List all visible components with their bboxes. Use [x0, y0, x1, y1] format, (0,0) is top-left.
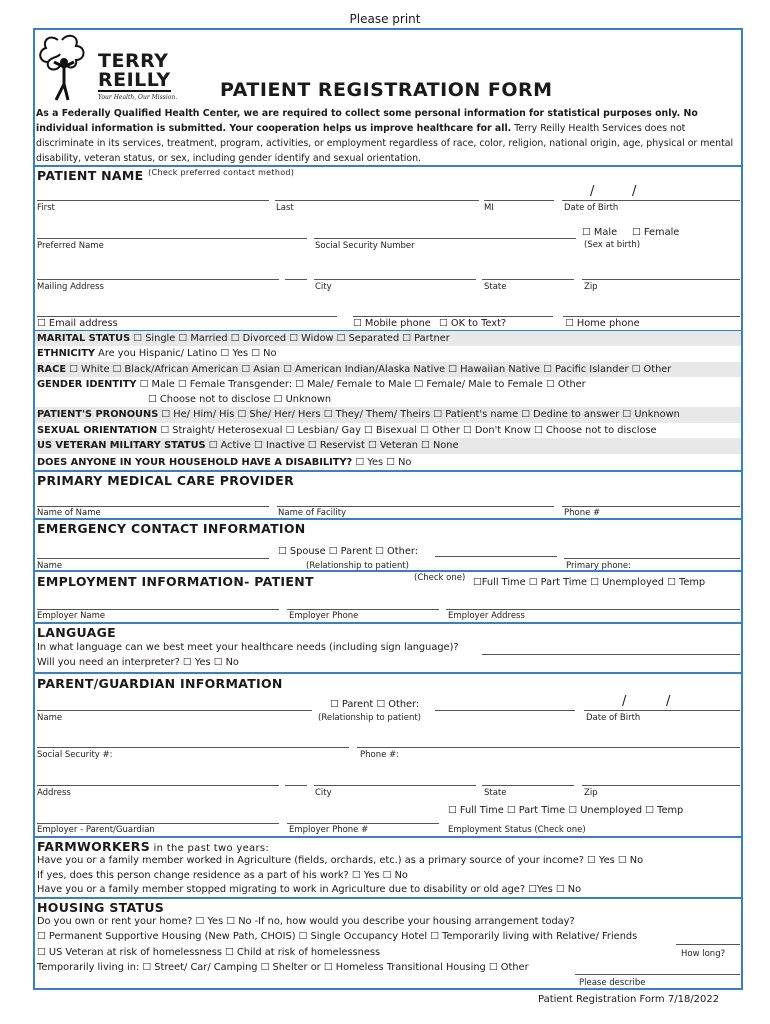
guardian-employment-status-label: Employment Status (Check one): [448, 825, 586, 835]
guardian-ssn-label: Social Security #:: [37, 750, 113, 760]
logo-wordmark: TERRY REILLY: [98, 50, 171, 91]
logo-tagline: Your Health, Our Mission.: [98, 94, 178, 101]
female-checkbox[interactable]: ☐ Female: [632, 227, 680, 238]
guardian-employer-phone-label: Employer Phone #: [289, 825, 369, 835]
divider: [35, 672, 741, 674]
page-title: PATIENT REGISTRATION FORM: [220, 79, 553, 101]
how-long-label: How long?: [681, 949, 726, 959]
employer-address-field[interactable]: [446, 609, 740, 610]
guardian-address-label: Address: [37, 788, 71, 798]
sexual-orientation-row[interactable]: SEXUAL ORIENTATION ☐ Straight/ Heterosexual ☐ Lesbian/ Gay ☐ Bisexual ☐ Other ☐ Don't Know ☐ Choose not to disclose: [37, 425, 657, 436]
guardian-relationship-options[interactable]: ☐ Parent ☐ Other:: [330, 699, 420, 710]
divider: [35, 897, 741, 899]
employment-heading: EMPLOYMENT INFORMATION- PATIENT: [37, 574, 314, 589]
housing-options-1[interactable]: ☐ Permanent Supportive Housing (New Path, CHOIS) ☐ Single Occupancy Hotel ☐ Temporarily living with Relative/ Friends: [37, 931, 638, 942]
guardian-employer-label: Employer - Parent/Guardian: [37, 825, 155, 835]
guardian-employment-options[interactable]: ☐ Full Time ☐ Part Time ☐ Unemployed ☐ Temp: [448, 805, 684, 816]
farm-question-1[interactable]: Have you or a family member worked in Agriculture (fields, orchards, etc.) as a primary source of your income? ☐ Yes ☐ No: [37, 855, 644, 866]
mi-field[interactable]: [484, 200, 554, 201]
dob-slash: /: [666, 694, 671, 709]
gender-identity-row-2[interactable]: ☐ Choose not to disclose ☐ Unknown: [148, 394, 332, 405]
zip-field[interactable]: [582, 279, 740, 280]
emergency-phone-label: Primary phone:: [566, 561, 632, 571]
dob-label: Date of Birth: [564, 203, 619, 213]
emergency-name-field[interactable]: [37, 558, 269, 559]
employer-phone-label: Employer Phone: [289, 611, 359, 621]
guardian-state-label: State: [484, 788, 507, 798]
housing-heading: HOUSING STATUS: [37, 900, 165, 915]
emergency-relationship-options[interactable]: ☐ Spouse ☐ Parent ☐ Other:: [278, 546, 418, 557]
language-field[interactable]: [482, 654, 740, 655]
guardian-city-label: City: [315, 788, 332, 798]
guardian-phone-field[interactable]: [357, 747, 740, 748]
please-print-note: Please print: [349, 12, 421, 26]
guardian-other-field[interactable]: [435, 710, 575, 711]
guardian-heading: PARENT/GUARDIAN INFORMATION: [37, 676, 283, 691]
pcp-phone-label: Phone #: [564, 508, 601, 518]
employer-name-label: Employer Name: [37, 611, 106, 621]
divider: [35, 470, 741, 472]
farmworkers-heading: FARMWORKERS in the past two years:: [37, 839, 270, 854]
pcp-name-label: Name of Name: [37, 508, 101, 518]
employment-options[interactable]: ☐Full Time ☐ Part Time ☐ Unemployed ☐ Temp: [473, 577, 706, 588]
gender-identity-row[interactable]: GENDER IDENTITY ☐ Male ☐ Female Transgender: ☐ Male/ Female to Male ☐ Female/ Male to Female ☐ Other: [37, 379, 586, 390]
guardian-employer-field[interactable]: [37, 823, 279, 824]
race-row[interactable]: RACE ☐ White ☐ Black/African American ☐ Asian ☐ American Indian/Alaska Native ☐ Hawaiian Native ☐ Pacific Islander ☐ Other: [37, 364, 672, 375]
guardian-ssn-field[interactable]: [37, 747, 349, 748]
language-question: In what language can we best meet your healthcare needs (including sign language)?: [37, 642, 459, 653]
ok-text-checkbox[interactable]: ☐ OK to Text?: [439, 318, 507, 329]
housing-describe-field[interactable]: [575, 974, 740, 975]
terry-reilly-logo: [36, 32, 181, 104]
divider: [35, 570, 741, 572]
employer-name-field[interactable]: [37, 609, 279, 610]
zip-label: Zip: [584, 282, 598, 292]
home-phone-field[interactable]: [563, 316, 740, 317]
guardian-city-field[interactable]: [314, 785, 476, 786]
pcp-heading: PRIMARY MEDICAL CARE PROVIDER: [37, 473, 295, 488]
guardian-rel-note: (Relationship to patient): [318, 713, 421, 723]
first-name-field[interactable]: [37, 200, 269, 201]
mobile-field[interactable]: [353, 316, 553, 317]
pcp-facility-field[interactable]: [277, 506, 554, 507]
veteran-status-row[interactable]: US VETERAN MILITARY STATUS ☐ Active ☐ Inactive ☐ Reservist ☐ Veteran ☐ None: [37, 440, 459, 451]
divider: [35, 518, 741, 520]
ssn-label: Social Security Number: [315, 241, 415, 251]
dob-slash: /: [622, 694, 627, 709]
emergency-phone-field[interactable]: [564, 558, 740, 559]
city-field[interactable]: [314, 279, 476, 280]
pcp-facility-label: Name of Facility: [278, 508, 347, 518]
preferred-name-field[interactable]: [37, 238, 307, 239]
language-heading: LANGUAGE: [37, 625, 116, 640]
intro-paragraph: As a Federally Qualified Health Center, we are required to collect some personal information for statistical purposes only. No individual information is submitted. Your cooperation helps us improve healthcare for all. Terry Reilly Health Services does not discriminate in its services, treatment, program, activities, or employment regardless of race, color, religion, national origin, age, physical or mental disability, veteran status, or sex, including gender identify and sexual orientation.: [36, 108, 734, 164]
interpreter-question[interactable]: Will you need an interpreter? ☐ Yes ☐ No: [37, 657, 239, 668]
disability-row[interactable]: DOES ANYONE IN YOUR HOUSEHOLD HAVE A DISABILITY? ☐ Yes ☐ No: [37, 457, 412, 468]
divider: [35, 836, 741, 838]
pcp-phone-field[interactable]: [562, 506, 740, 507]
housing-options-2[interactable]: ☐ US Veteran at risk of homelessness ☐ Child at risk of homelessness: [37, 947, 381, 958]
first-label: First: [37, 203, 55, 213]
email-checkbox[interactable]: ☐ Email address: [37, 318, 118, 329]
guardian-address-field[interactable]: [37, 785, 279, 786]
last-label: Last: [276, 203, 294, 213]
guardian-dob-field[interactable]: [584, 710, 740, 711]
ssn-field[interactable]: [314, 238, 576, 239]
ethnicity-row[interactable]: ETHNICITY Are you Hispanic/ Latino ☐ Yes ☐ No: [37, 348, 277, 359]
tree-person-icon: [36, 32, 96, 104]
mi-label: MI: [484, 203, 494, 213]
dob-slash: /: [590, 184, 595, 199]
guardian-state-field[interactable]: [482, 785, 574, 786]
guardian-name-field[interactable]: [37, 710, 312, 711]
guardian-employer-phone-field[interactable]: [287, 823, 439, 824]
state-field[interactable]: [482, 279, 574, 280]
guardian-phone-label: Phone #:: [360, 750, 400, 760]
divider: [35, 622, 741, 624]
dob-field[interactable]: [562, 200, 740, 201]
farm-question-2[interactable]: If yes, does this person change residence as a part of his work? ☐ Yes ☐ No: [37, 870, 408, 881]
emergency-name-label: Name: [37, 561, 63, 571]
guardian-dob-label: Date of Birth: [586, 713, 641, 723]
apt-field[interactable]: [285, 279, 307, 280]
sex-note: (Sex at birth): [584, 240, 641, 250]
employer-address-label: Employer Address: [448, 611, 525, 621]
form-footer: Patient Registration Form 7/18/2022: [538, 994, 720, 1005]
guardian-apt-field[interactable]: [285, 785, 307, 786]
emergency-heading: EMERGENCY CONTACT INFORMATION: [37, 521, 306, 536]
housing-question-1[interactable]: Do you own or rent your home? ☐ Yes ☐ No -If no, how would you describe your housing arrangement today?: [37, 916, 575, 927]
how-long-field[interactable]: [676, 944, 740, 945]
email-field[interactable]: [37, 316, 337, 317]
mobile-checkbox[interactable]: ☐ Mobile phone: [353, 318, 431, 329]
preferred-name-label: Preferred Name: [37, 241, 104, 251]
divider: [35, 165, 741, 167]
mailing-address-field[interactable]: [37, 279, 279, 280]
mailing-label: Mailing Address: [37, 282, 104, 292]
state-label: State: [484, 282, 507, 292]
dob-slash: /: [632, 184, 637, 199]
employer-phone-field[interactable]: [287, 609, 439, 610]
guardian-name-label: Name: [37, 713, 63, 723]
guardian-zip-field[interactable]: [582, 785, 740, 786]
emergency-other-field[interactable]: [435, 556, 557, 557]
housing-options-3[interactable]: Temporarily living in: ☐ Street/ Car/ Camping ☐ Shelter or ☐ Homeless Transitional Housing ☐ Other: [37, 962, 529, 973]
pcp-name-field[interactable]: [37, 506, 269, 507]
last-name-field[interactable]: [275, 200, 479, 201]
farm-question-3[interactable]: Have you or a family member stopped migrating to work in Agriculture due to disability or old age? ☐Yes ☐ No: [37, 884, 582, 895]
patient-name-heading: PATIENT NAME $^{(Check preferred contact method)}$: [37, 168, 295, 183]
guardian-zip-label: Zip: [584, 788, 598, 798]
home-phone-checkbox[interactable]: ☐ Home phone: [565, 318, 640, 329]
pronouns-row[interactable]: PATIENT'S PRONOUNS ☐ He/ Him/ His ☐ She/ Her/ Hers ☐ They/ Them/ Theirs ☐ Patient's name ☐ Dedine to answer ☐ Unknown: [37, 409, 680, 420]
city-label: City: [315, 282, 332, 292]
housing-describe-label: Please describe: [579, 978, 646, 988]
emergency-rel-note: (Relationship to patient): [306, 561, 409, 571]
marital-status-row[interactable]: MARITAL STATUS ☐ Single ☐ Married ☐ Divorced ☐ Widow ☐ Separated ☐ Partner: [37, 333, 450, 344]
employment-check-note: (Check one): [414, 573, 466, 583]
male-checkbox[interactable]: ☐ Male: [582, 227, 618, 238]
